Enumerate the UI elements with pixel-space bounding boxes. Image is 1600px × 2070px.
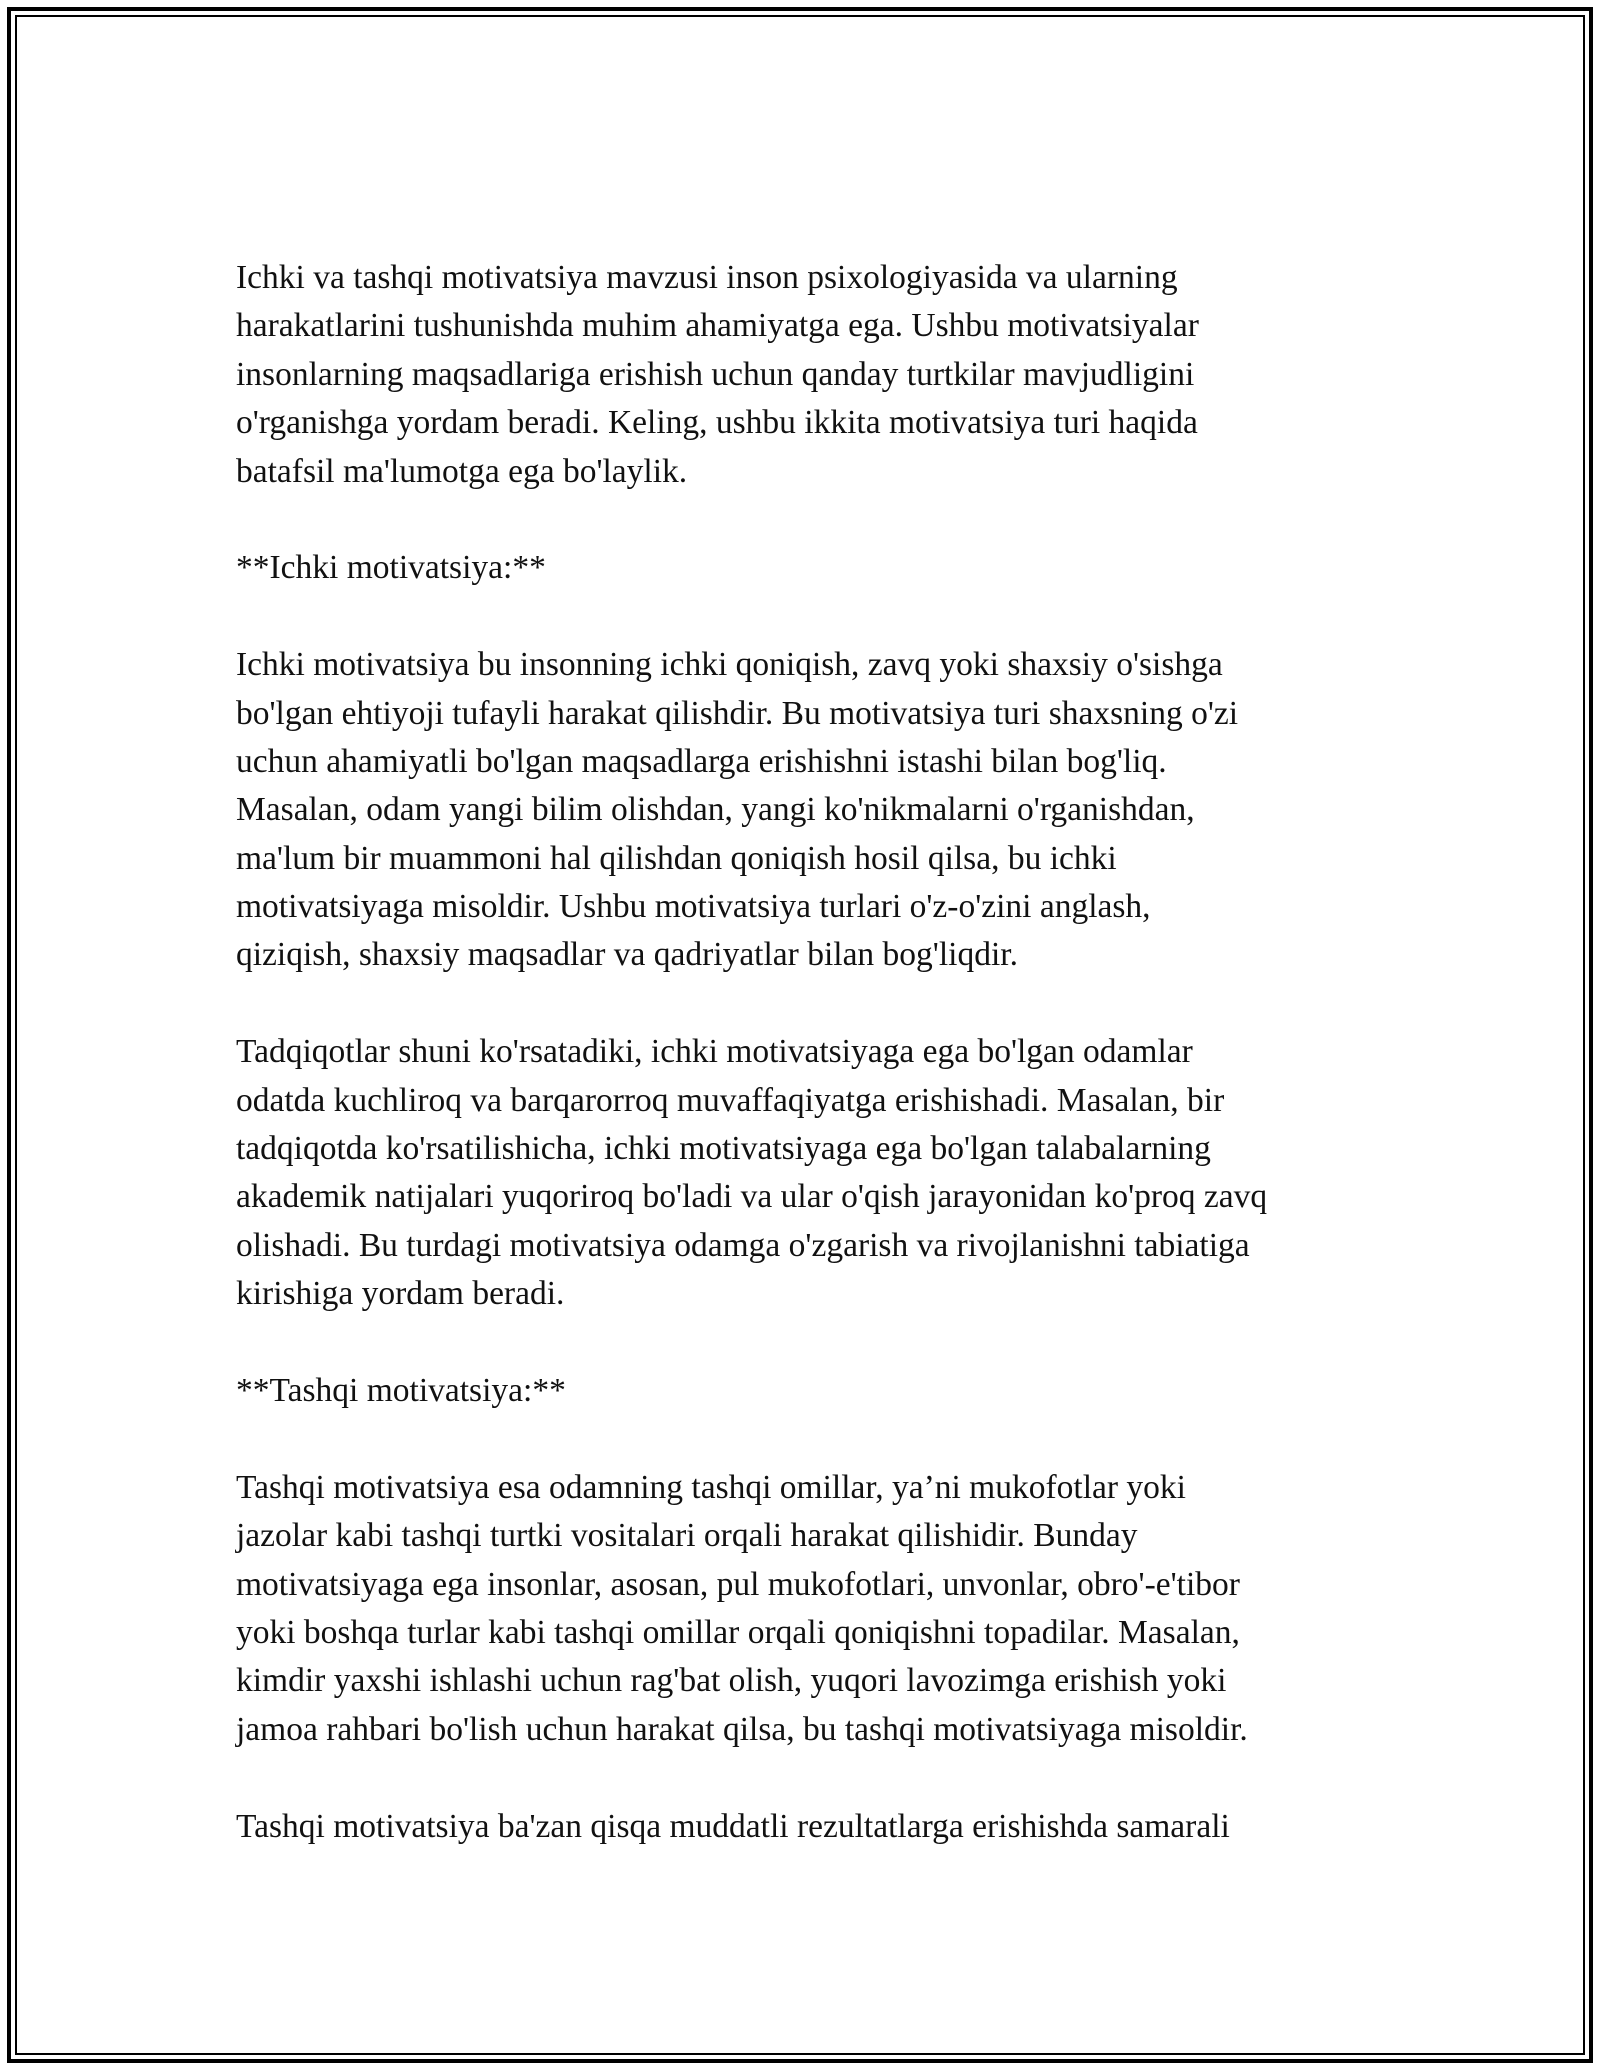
paragraph-gap — [236, 496, 1376, 544]
text-line: yoki boshqa turlar kabi tashqi omillar orqali qoniqishni topadilar. Masalan, — [236, 1613, 1240, 1651]
text-line: Tadqiqotlar shuni ko'rsatadiki, ichki motivatsiyaga ega bo'lgan odamlar — [236, 1033, 1193, 1071]
paragraph-gap — [236, 1319, 1376, 1367]
text-line: kimdir yaxshi ishlashi uchun rag'bat olish, yuqori lavozimga erishish yoki — [236, 1662, 1227, 1700]
text-line: insonlarning maqsadlariga erishish uchun qanday turtkilar mavjudligini — [236, 355, 1195, 393]
text-line: tadqiqotda ko'rsatilishicha, ichki motivatsiyaga ega bo'lgan talabalarning — [236, 1130, 1211, 1168]
paragraph-tashqi-effect — [236, 1803, 1376, 1851]
paragraph-gap — [236, 980, 1376, 1028]
text-line: Tashqi motivatsiya esa odamning tashqi omillar, ya’ni mukofotlar yoki — [236, 1468, 1186, 1506]
paragraph-gap — [236, 593, 1376, 641]
heading-text: **Ichki motivatsiya:** — [236, 549, 546, 587]
text-line: Tashqi motivatsiya ba'zan qisqa muddatli rezultatlarga erishishda samarali — [236, 1807, 1230, 1845]
text-line: uchun ahamiyatli bo'lgan maqsadlarga erishishni istashi bilan bog'liq. — [236, 742, 1167, 780]
text-line: batafsil ma'lumotga ega bo'laylik. — [236, 452, 688, 490]
text-line: odatda kuchliroq va barqarorroq muvaffaqiyatga erishishadi. Masalan, bir — [236, 1081, 1225, 1119]
text-line: kirishiga yordam beradi. — [236, 1275, 565, 1313]
text-line: jazolar kabi tashqi turtki vositalari orqali harakat qilishidir. Bunday — [236, 1517, 1138, 1555]
paragraph-gap — [236, 1415, 1376, 1463]
paragraph-tashqi-definition — [236, 1464, 1376, 1754]
paragraph-ichki-research — [236, 1028, 1376, 1318]
heading-ichki-motivatsiya — [236, 544, 1376, 592]
text-line: olishadi. Bu turdagi motivatsiya odamga o'zgarish va rivojlanishni tabiatiga — [236, 1226, 1250, 1264]
text-line: o'rganishga yordam beradi. Keling, ushbu ikkita motivatsiya turi haqida — [236, 404, 1198, 442]
heading-tashqi-motivatsiya — [236, 1367, 1376, 1415]
text-line: akademik natijalari yuqoriroq bo'ladi va ular o'qish jarayonidan ko'proq zavq — [236, 1178, 1268, 1216]
paragraph-ichki-definition — [236, 641, 1376, 980]
text-line: Masalan, odam yangi bilim olishdan, yangi ko'nikmalarni o'rganishdan, — [236, 791, 1195, 829]
text-line: motivatsiyaga ega insonlar, asosan, pul mukofotlari, unvonlar, obro'-e'tibor — [236, 1565, 1240, 1603]
paragraph-intro — [236, 254, 1376, 496]
text-line: Ichki motivatsiya bu insonning ichki qoniqish, zavq yoki shaxsiy o'sishga — [236, 646, 1223, 684]
text-line: bo'lgan ehtiyoji tufayli harakat qilishdir. Bu motivatsiya turi shaxsning o'zi — [236, 694, 1239, 732]
text-line: ma'lum bir muammoni hal qilishdan qoniqish hosil qilsa, bu ichki — [236, 839, 1117, 877]
text-line: harakatlarini tushunishda muhim ahamiyatga ega. Ushbu motivatsiyalar — [236, 307, 1199, 345]
document-body — [236, 254, 1376, 1851]
text-line: Ichki va tashqi motivatsiya mavzusi inson psixologiyasida va ularning — [236, 259, 1178, 296]
text-line: motivatsiyaga misoldir. Ushbu motivatsiya turlari o'z-o'zini anglash, — [236, 888, 1151, 926]
heading-text: **Tashqi motivatsiya:** — [236, 1371, 566, 1409]
text-line: jamoa rahbari bo'lish uchun harakat qilsa, bu tashqi motivatsiyaga misoldir. — [236, 1710, 1248, 1748]
text-line: qiziqish, shaxsiy maqsadlar va qadriyatlar bilan bog'liqdir. — [236, 936, 1018, 974]
paragraph-gap — [236, 1754, 1376, 1802]
